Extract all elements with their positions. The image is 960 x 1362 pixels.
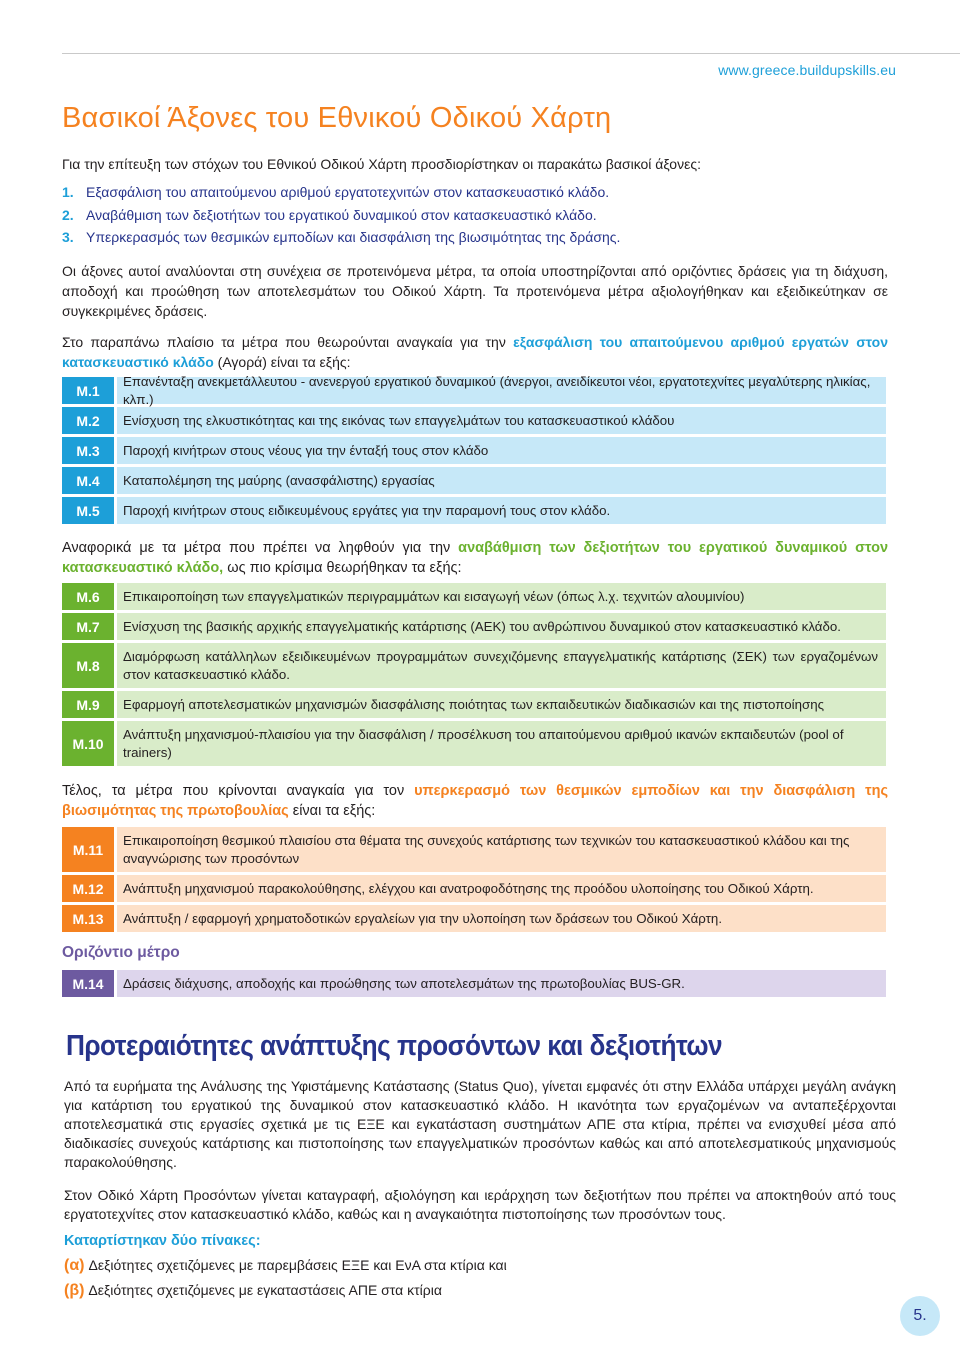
measure-code: M.7 bbox=[62, 613, 114, 640]
highlight-text: εξασφάλιση του απαιτούμενου αριθμού εργατών στον κατασκευαστικό κλάδο bbox=[62, 334, 889, 370]
text-segment: Τέλος, τα μέτρα που κρίνονται αναγκαία για τον bbox=[62, 783, 415, 799]
measure-code: M.12 bbox=[62, 875, 114, 902]
table-list-item bbox=[64, 1282, 442, 1300]
market-measures-intro bbox=[62, 332, 888, 372]
measure-row bbox=[62, 437, 886, 464]
measure-row bbox=[62, 613, 886, 640]
measure-row bbox=[62, 407, 886, 434]
measure-text: Παροχή κινήτρων στους νέους για την ένταξή τους στον κλάδο bbox=[117, 437, 886, 464]
measure-row bbox=[62, 373, 886, 407]
list-item-text: Δεξιότητες σχετιζόμενες με παρεμβάσεις ΕΞΕ και ΕνΑ στα κτίρια και bbox=[88, 1257, 507, 1273]
measure-text: Επανένταξη ανεκμετάλλευτου - ανενεργού εργατικού δυναμικού (άνεργοι, ανειδίκευτοι νέοι, εργατοτεχνίτες μεγαλύτερης ηλικίας, κλπ.) bbox=[117, 377, 886, 404]
measure-text: Ανάπτυξη μηχανισμού-πλαισίου για την διασφάλιση / προσέλκυση του απαιτούμενου αριθμού ικανών εκπαιδευτών (pool of trainers) bbox=[117, 721, 886, 766]
measure-text: Ενίσχυση της ελκυστικότητας και της εικόνας των επαγγελμάτων του κατασκευαστικού κλάδου bbox=[117, 407, 886, 434]
text-segment: είναι τα εξής: bbox=[288, 803, 376, 819]
measure-text: Δράσεις διάχυσης, αποδοχής και προώθησης των αποτελεσμάτων της πρωτοβουλίας BUS-GR. bbox=[117, 970, 886, 997]
measure-text: Επικαιροποίηση των επαγγελματικών περιγραμμάτων και εισαγωγή νέων (όπως λ.χ. τεχνιτών αλουμινίου) bbox=[117, 583, 886, 610]
measure-row bbox=[62, 497, 886, 524]
market-measures-table bbox=[62, 373, 886, 527]
header-rule bbox=[62, 53, 960, 54]
measure-code: M.6 bbox=[62, 583, 114, 610]
axis-item bbox=[62, 184, 620, 207]
measure-row bbox=[62, 691, 886, 718]
text-segment: Αναφορικά με τα μέτρα που πρέπει να ληφθούν για την bbox=[62, 540, 459, 556]
list-marker: (α) bbox=[64, 1257, 85, 1274]
text-segment: ως πιο κρίσιμα θεωρήθηκαν τα εξής: bbox=[223, 560, 462, 576]
institutional-measures-intro bbox=[62, 781, 888, 821]
measure-text: Καταπολέμηση της μαύρης (ανασφάλιστης) εργασίας bbox=[117, 467, 886, 494]
measure-code: M.11 bbox=[62, 827, 114, 872]
axis-text: Εξασφάλιση του απαιτούμενου αριθμού εργατοτεχνιτών στον κατασκευαστικό κλάδο. bbox=[86, 184, 610, 200]
text-segment: (Αγορά) είναι τα εξής: bbox=[213, 354, 351, 370]
page-number-badge: 5. bbox=[900, 1296, 940, 1336]
measure-row bbox=[62, 643, 886, 688]
intro-text: Για την επίτευξη των στόχων του Εθνικού Οδικού Χάρτη προσδιορίστηκαν οι παρακάτω βασικοί άξονες: bbox=[62, 156, 701, 172]
institutional-measures-table bbox=[62, 827, 886, 935]
axes-list bbox=[62, 184, 620, 252]
measure-row bbox=[62, 905, 886, 932]
list-item-text: Δεξιότητες σχετιζόμενες με εγκαταστάσεις ΑΠΕ στα κτίρια bbox=[88, 1282, 442, 1298]
measure-row bbox=[62, 875, 886, 902]
measure-code: M.4 bbox=[62, 467, 114, 494]
axis-number: 3. bbox=[62, 229, 74, 245]
measure-text: Επικαιροποίηση θεσμικού πλαισίου στα θέματα της συνεχούς κατάρτισης των τεχνικών του κατασκευαστικού κλάδου και της αναγνώρισης των προσόντων bbox=[117, 827, 886, 872]
measure-text: Παροχή κινήτρων στους ειδικευμένους εργάτες για την παραμονή τους στον κλάδο. bbox=[117, 497, 886, 524]
section-title: Προτεραιότητες ανάπτυξης προσόντων και δεξιοτήτων bbox=[66, 1030, 723, 1062]
axes-explanation: Οι άξονες αυτοί αναλύονται στη συνέχεια σε προτεινόμενα μέτρα, τα οποία υποστηρίζονται από οριζόντιες δράσεις για τη διάχυση, αποδοχή και προώθηση των αποτελεσμάτων του Οδικού Χάρτη. Τα προτεινόμενα μέτρα αξιολογήθηκαν και εξειδικεύτηκαν σε συγκεκριμένες δράσεις. bbox=[62, 263, 888, 319]
website-link[interactable]: www.greece.buildupskills.eu bbox=[718, 62, 896, 78]
measure-row bbox=[62, 583, 886, 610]
axis-number: 2. bbox=[62, 206, 74, 223]
list-marker: (β) bbox=[64, 1282, 85, 1299]
section-paragraph: Στον Οδικό Χάρτη Προσόντων γίνεται καταγραφή, αξιολόγηση και ιεράρχηση των δεξιοτήτων που πρέπει να αποκτηθούν από τους εργατοτεχνίτες στον κατασκευαστικό κλάδο, καθώς και η αναγκαιότητα πιστοποίησης των προσόντων τους. bbox=[64, 1187, 896, 1222]
section-paragraph: Από τα ευρήματα της Ανάλυσης της Υφιστάμενης Κατάστασης (Status Quo), γίνεται εμφανές ότι στην Ελλάδα υπάρχει μεγάλη ανάγκη για κατάρτιση του εργατικού της δυναμικού στον κατασκευαστικό κλάδο. Η ικανότητα των εργαζομένων να ανταπεξέρχονται αποτελεσματικά στις εργασίες σχετικά με τις ΕΞΕ και εγκατάσταση συστημάτων ΑΠΕ στα κτίρια, πρέπει να ενισχυθεί μέσα από διαδικασίες συνεχούς κατάρτισης και πιστοποίησης των επαγγελματικών προσόντων καθώς και από αποτελεσματικούς μηχανισμούς παρακολούθησης. bbox=[64, 1078, 896, 1170]
horizontal-measure-title: Οριζόντιο μέτρο bbox=[62, 944, 180, 961]
measure-code: M.8 bbox=[62, 643, 114, 688]
axis-item bbox=[62, 207, 620, 230]
measure-code: M.13 bbox=[62, 905, 114, 932]
measure-row bbox=[62, 721, 886, 766]
tables-heading: Καταρτίστηκαν δύο πίνακες: bbox=[64, 1233, 261, 1249]
skills-measures-intro bbox=[62, 538, 888, 578]
measure-row bbox=[62, 467, 886, 494]
table-list-item bbox=[64, 1257, 507, 1275]
skills-measures-table bbox=[62, 583, 886, 769]
axis-text: Αναβάθμιση των δεξιοτήτων του εργατικού δυναμικού στον κατασκευαστικό κλάδο. bbox=[86, 206, 597, 223]
axis-text: Υπερκερασμός των θεσμικών εμποδίων και διασφάλιση της βιωσιμότητας της δράσης. bbox=[86, 229, 621, 245]
text-segment: Στο παραπάνω πλαίσιο τα μέτρα που θεωρούνται αναγκαία για την bbox=[62, 334, 514, 350]
horizontal-measure-table bbox=[62, 970, 886, 1000]
page-title: Βασικοί Άξονες του Εθνικού Οδικού Χάρτη bbox=[62, 102, 612, 134]
measure-code: M.2 bbox=[62, 407, 114, 434]
measure-code: M.14 bbox=[62, 970, 114, 997]
measure-text: Εφαρμογή αποτελεσματικών μηχανισμών διασφάλισης ποιότητας των εκπαιδευτικών διαδικασιών και της πιστοποίησης bbox=[117, 691, 886, 718]
measure-text: Ανάπτυξη μηχανισμού παρακολούθησης, ελέγχου και ανατροφοδότησης της προόδου υλοποίησης του Οδικού Χάρτη. bbox=[117, 875, 886, 902]
measure-text: Ενίσχυση της βασικής αρχικής επαγγελματικής κατάρτισης (ΑΕΚ) του ανθρώπινου δυναμικού στον κατασκευαστικό κλάδο. bbox=[117, 613, 886, 640]
measure-row bbox=[62, 827, 886, 872]
measure-row bbox=[62, 970, 886, 997]
highlight-text: αναβάθμιση των δεξιοτήτων του εργατικού δυναμικού στον κατασκευαστικό κλάδο, bbox=[62, 540, 889, 576]
measure-code: M.10 bbox=[62, 721, 114, 766]
measure-code: M.3 bbox=[62, 437, 114, 464]
measure-code: M.1 bbox=[62, 377, 114, 404]
axis-number: 1. bbox=[62, 184, 74, 200]
measure-code: M.5 bbox=[62, 497, 114, 524]
highlight-text: υπερκερασμό των θεσμικών εμποδίων και την διασφάλιση της βιωσιμότητας της πρωτοβουλίας bbox=[62, 783, 888, 819]
measure-code: M.9 bbox=[62, 691, 114, 718]
measure-text: Ανάπτυξη / εφαρμογή χρηματοδοτικών εργαλείων για την υλοποίηση των δράσεων του Οδικού Χάρτη. bbox=[117, 905, 886, 932]
measure-text: Διαμόρφωση κατάλληλων εξειδικευμένων προγραμμάτων συνεχιζόμενης επαγγελματικής κατάρτισης (ΣΕΚ) των εργαζομένων στον κατασκευαστικό κλάδο. bbox=[117, 643, 886, 688]
axis-item bbox=[62, 229, 620, 252]
